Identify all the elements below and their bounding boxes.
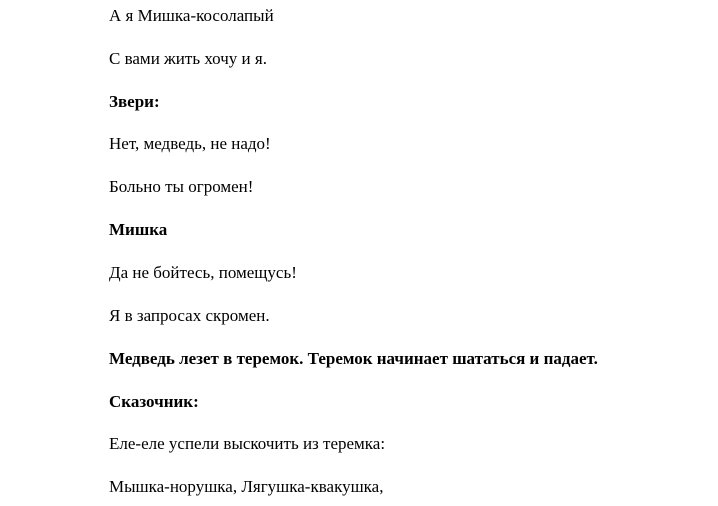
verse-line: Больно ты огромен! — [109, 177, 254, 196]
verse-line: Мышка-норушка, Лягушка-квакушка, — [109, 477, 384, 496]
verse-line: А я Мишка-косолапый — [109, 6, 274, 25]
verse-line: Я в запросах скромен. — [109, 306, 270, 325]
speaker-heading: Звери: — [109, 92, 160, 111]
speaker-heading: Сказочник: — [109, 392, 199, 411]
verse-line: С вами жить хочу и я. — [109, 49, 267, 68]
verse-line: Нет, медведь, не надо! — [109, 134, 271, 153]
speaker-heading: Мишка — [109, 220, 168, 239]
verse-line: Еле-еле успели выскочить из теремка: — [109, 434, 386, 453]
stage-direction: Медведь лезет в теремок. Теремок начинает шататься и падает. — [109, 349, 598, 368]
verse-line: Да не бойтесь, помещусь! — [109, 263, 297, 282]
